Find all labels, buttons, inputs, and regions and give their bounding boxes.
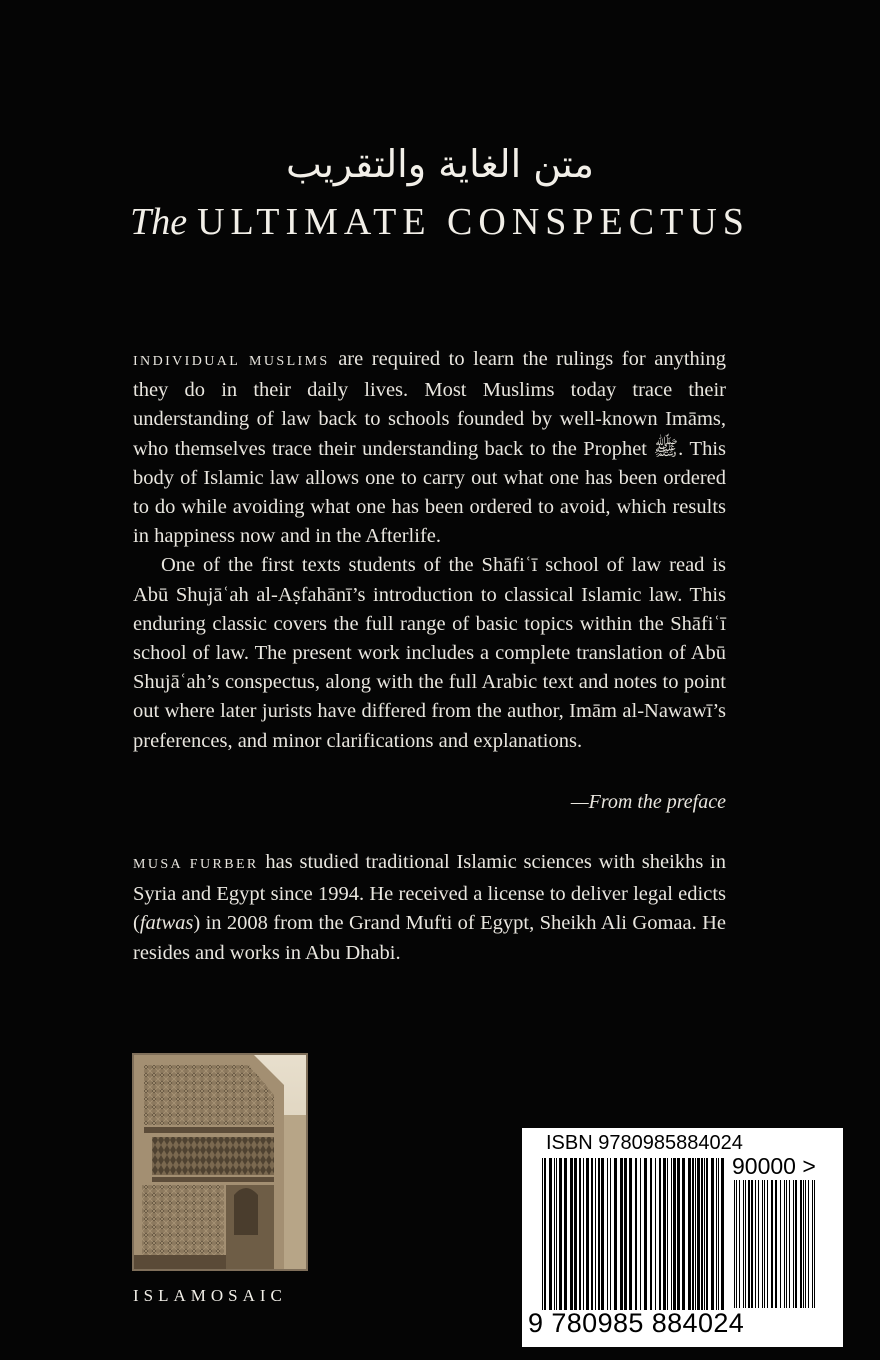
barcode-bar xyxy=(556,1158,557,1310)
barcode-bar xyxy=(591,1158,593,1310)
barcode-bar xyxy=(614,1158,617,1310)
barcode-bar xyxy=(671,1158,672,1310)
barcode-bar xyxy=(780,1180,781,1308)
barcode-bar xyxy=(803,1180,804,1308)
barcode-bar xyxy=(743,1180,744,1308)
barcode-bar xyxy=(682,1158,685,1310)
cover-photo-islamic-architecture xyxy=(132,1053,308,1271)
barcode-bar xyxy=(677,1158,680,1310)
barcode-bar xyxy=(598,1158,600,1310)
barcode-bar xyxy=(711,1158,714,1310)
architecture-photo xyxy=(134,1055,306,1269)
barcode-bar xyxy=(748,1180,750,1308)
barcode-bar xyxy=(559,1158,562,1310)
barcode-bar xyxy=(655,1158,656,1310)
supplement-bars xyxy=(732,1180,832,1310)
blurb-lead-in: INDIVIDUAL MUSLIMS xyxy=(133,354,330,369)
preface-attribution: —From the preface xyxy=(570,791,726,813)
barcode-bar xyxy=(667,1158,668,1310)
isbn-label: ISBN 9780985884024 xyxy=(546,1132,743,1154)
barcode-bar xyxy=(701,1158,703,1310)
barcode-bar xyxy=(764,1180,765,1308)
barcode-bar xyxy=(758,1180,759,1308)
barcode-bar xyxy=(574,1158,577,1310)
blurb-paragraph-1 xyxy=(133,345,726,551)
barcode-bar xyxy=(583,1158,584,1310)
barcode-bar xyxy=(716,1158,717,1310)
author-bio-text-1: has studied traditional Islamic sciences with sheikhs in Syria and Egypt since 1994. He received a license to deliver legal edicts ( xyxy=(133,851,726,934)
barcode-bar xyxy=(663,1158,666,1310)
barcode-bar xyxy=(775,1180,777,1308)
author-bio-text-2: ) in 2008 from the Grand Mufti of Egypt, Sheikh Ali Gomaa. He resides and works in Abu Dhabi. xyxy=(133,912,726,964)
barcode-bar xyxy=(812,1180,813,1308)
barcode-bar xyxy=(579,1158,581,1310)
barcode-bar xyxy=(721,1158,724,1310)
barcode-bar xyxy=(601,1158,604,1310)
barcode-bar xyxy=(610,1158,611,1310)
barcode-bar xyxy=(771,1180,773,1308)
barcode-bar xyxy=(789,1180,790,1308)
barcode-bar xyxy=(554,1158,555,1310)
barcode-bar xyxy=(795,1180,797,1308)
barcode-bar xyxy=(635,1158,637,1310)
barcode-bar xyxy=(644,1158,647,1310)
barcode-bar xyxy=(762,1180,763,1308)
barcode-bar xyxy=(718,1158,719,1310)
author-bio-italic: fatwas xyxy=(139,912,194,934)
barcode-bar xyxy=(784,1180,785,1308)
barcode-bar xyxy=(805,1180,806,1308)
barcode-bar xyxy=(739,1180,740,1308)
barcode-bar xyxy=(620,1158,623,1310)
barcode-bar xyxy=(755,1180,756,1308)
barcode-bar xyxy=(607,1158,608,1310)
barcode-bar xyxy=(706,1158,708,1310)
barcode-bar xyxy=(767,1180,768,1308)
barcode-bar xyxy=(673,1158,676,1310)
blurb-paragraph-1-text: are required to learn the rulings for anything they do in their daily lives. Most Muslims today trace their understanding of law back to schools founded by well-known Imāms, who themselves trace their understanding back to the Prophet ﷺ. This body of Islamic law allows one to carry out what one has been ordered to do while avoiding what one has been ordered to avoid, which results in happiness now and in the Afterlife. xyxy=(133,348,726,548)
isbn-barcode xyxy=(522,1128,843,1347)
publisher-name: ISLAMOSAIC xyxy=(133,1286,287,1305)
barcode-bar xyxy=(570,1158,573,1310)
barcode-bar xyxy=(808,1180,809,1308)
arabic-title: متن الغاية والتقريب xyxy=(286,142,594,186)
barcode-bar xyxy=(734,1180,735,1308)
barcode-bar xyxy=(564,1158,567,1310)
barcode-bar xyxy=(650,1158,652,1310)
barcode-bar xyxy=(595,1158,596,1310)
barcode-bar xyxy=(542,1158,543,1310)
barcode-bar xyxy=(659,1158,661,1310)
barcode-bar xyxy=(704,1158,705,1310)
barcode-digits: 9 780985 884024 xyxy=(528,1308,745,1338)
author-name: MUSA FURBER xyxy=(133,857,259,872)
author-bio xyxy=(133,848,726,968)
ean13-bars xyxy=(540,1158,726,1310)
barcode-bar xyxy=(692,1158,694,1310)
barcode-bar xyxy=(624,1158,627,1310)
barcode-bar xyxy=(688,1158,691,1310)
barcode-bar xyxy=(695,1158,696,1310)
barcode-bar xyxy=(629,1158,632,1310)
barcode-bar xyxy=(544,1158,546,1310)
barcode-bar xyxy=(697,1158,700,1310)
barcode-bar xyxy=(736,1180,737,1308)
price-code: 90000 > xyxy=(732,1153,816,1179)
book-title xyxy=(0,200,880,244)
barcode-bar xyxy=(814,1180,815,1308)
barcode-bar xyxy=(793,1180,794,1308)
barcode-bar xyxy=(549,1158,552,1310)
barcode-bar xyxy=(640,1158,641,1310)
barcode-bar xyxy=(586,1158,589,1310)
book-title-article: The xyxy=(130,201,188,243)
back-cover-blurb xyxy=(133,345,726,756)
barcode-bar xyxy=(745,1180,746,1308)
barcode-bar xyxy=(800,1180,802,1308)
book-title-main: ULTIMATE CONSPECTUS xyxy=(197,201,750,243)
barcode-bar xyxy=(751,1180,753,1308)
blurb-paragraph-2: One of the first texts students of the Shāfiʿī school of law read is Abū Shujāʿah al-Aṣfahānī’s introduction to classical Islamic law. This enduring classic covers the full range of basic topics within the Shāfiʿī school of law. The present work includes a complete translation of Abū Shujāʿah’s conspectus, along with the full Arabic text and notes to point out where later jurists have differed from the author, Imām al-Nawawī’s preferences, and minor clarifications and explanations. xyxy=(133,554,726,752)
barcode-bar xyxy=(786,1180,787,1308)
